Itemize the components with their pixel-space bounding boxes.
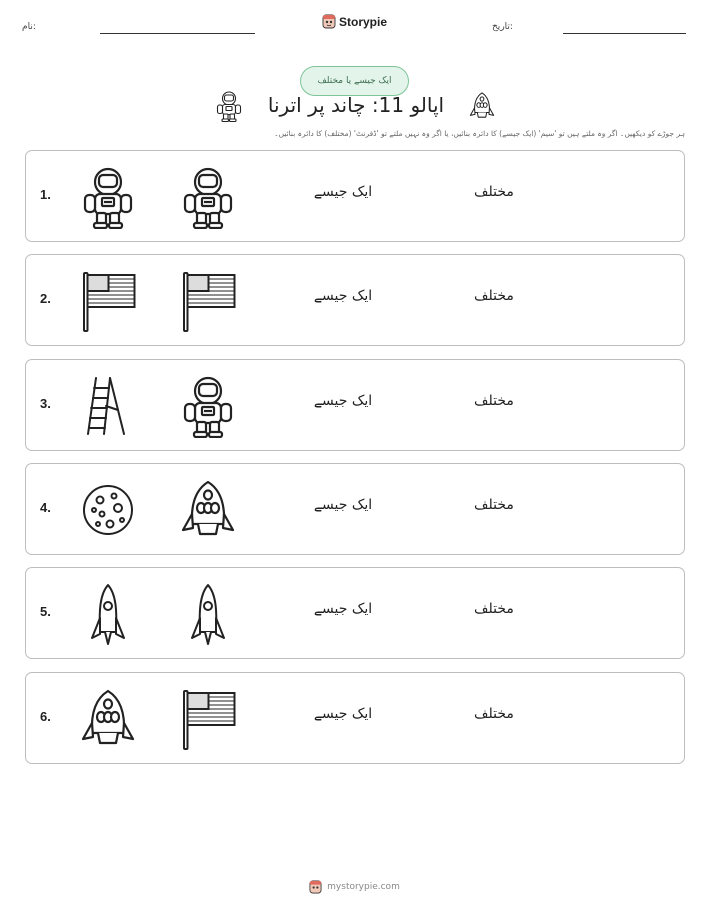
rocket-icon xyxy=(78,582,138,646)
exercise-number: 3. xyxy=(40,396,51,411)
flag-icon xyxy=(78,269,138,333)
option-different[interactable]: مختلف xyxy=(474,288,514,304)
option-same[interactable]: ایک جیسے xyxy=(313,601,373,617)
moon-icon xyxy=(78,478,138,542)
exercise-number: 1. xyxy=(40,187,51,202)
date-line[interactable] xyxy=(563,33,686,34)
astronaut-icon xyxy=(214,89,244,123)
exercise-card xyxy=(25,254,685,346)
exercise-card xyxy=(25,359,685,451)
option-same[interactable]: ایک جیسے xyxy=(313,393,373,409)
footer xyxy=(0,880,709,894)
capsule-icon xyxy=(468,89,496,123)
option-different[interactable]: مختلف xyxy=(474,706,514,722)
flag-icon xyxy=(178,269,238,333)
option-same[interactable]: ایک جیسے xyxy=(313,497,373,513)
rocket-icon xyxy=(178,582,238,646)
date-label: تاریخ: xyxy=(492,22,513,32)
name-label: نام: xyxy=(22,22,36,32)
instructions: ہر جوڑے کو دیکھیں۔ اگر وہ ملتے ہیں تو 'سیم' (ایک جیسے) کا دائرہ بنائیں، یا اگر وہ نہیں ملتے تو 'ڈفرنٹ' (مختلف) کا دائرہ بنائیں۔ xyxy=(274,129,685,138)
option-same[interactable]: ایک جیسے xyxy=(313,706,373,722)
storypie-mascot-icon xyxy=(322,14,336,29)
brand-name: Storypie xyxy=(339,14,388,29)
exercise-card xyxy=(25,463,685,555)
option-different[interactable]: مختلف xyxy=(474,601,514,617)
footer-url[interactable]: mystorypie.com xyxy=(327,882,400,892)
option-different[interactable]: مختلف xyxy=(474,497,514,513)
option-same[interactable]: ایک جیسے xyxy=(313,184,373,200)
flag-icon xyxy=(178,687,238,751)
title-row xyxy=(0,89,709,129)
exercise-number: 5. xyxy=(40,604,51,619)
astronaut-icon xyxy=(178,374,238,438)
option-same[interactable]: ایک جیسے xyxy=(313,288,373,304)
astronaut-icon xyxy=(78,165,138,229)
storypie-mascot-icon xyxy=(309,880,322,894)
exercise-number: 6. xyxy=(40,709,51,724)
option-different[interactable]: مختلف xyxy=(474,184,514,200)
exercise-card xyxy=(25,567,685,659)
option-different[interactable]: مختلف xyxy=(474,393,514,409)
name-line[interactable] xyxy=(100,33,255,34)
ladder-icon xyxy=(78,374,138,438)
exercise-number: 4. xyxy=(40,500,51,515)
exercise-card xyxy=(25,672,685,764)
exercise-card xyxy=(25,150,685,242)
capsule-icon xyxy=(78,687,138,751)
brand-logo xyxy=(322,14,387,29)
capsule-icon xyxy=(178,478,238,542)
astronaut-icon xyxy=(178,165,238,229)
exercise-number: 2. xyxy=(40,291,51,306)
worksheet-type-pill: ایک جیسے یا مختلف xyxy=(300,66,409,96)
page-title: اپالو 11: چاند پر اترنا xyxy=(267,93,445,117)
